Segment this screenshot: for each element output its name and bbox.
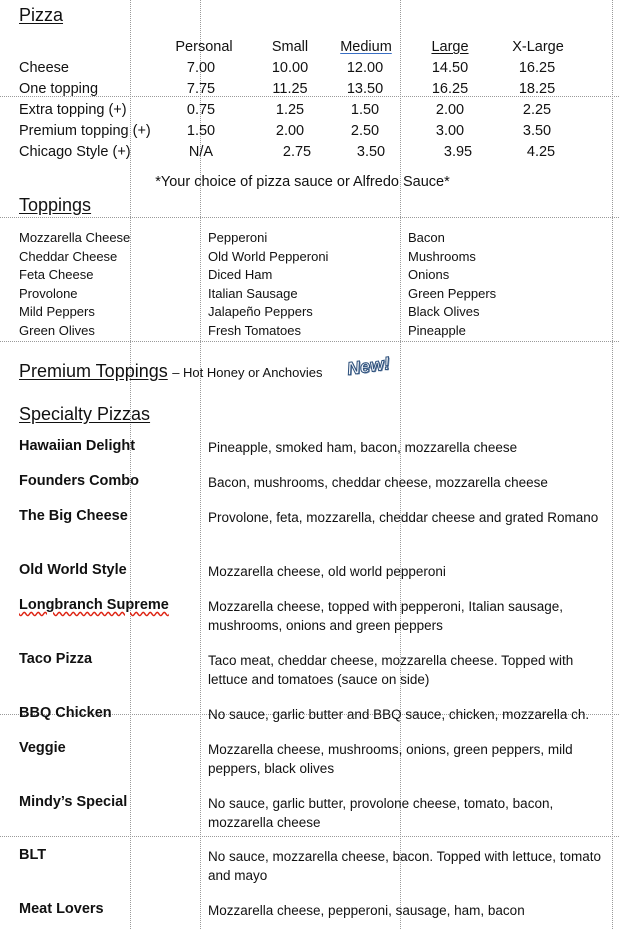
price-cell: 2.50 (350, 123, 380, 139)
topping-item: Cheddar Cheese (19, 248, 118, 264)
size-header-small: Small (271, 39, 309, 55)
size-header-large: Large (431, 39, 469, 55)
specialty-desc: Mozzarella cheese, old world pepperoni (208, 564, 446, 579)
specialty-name: Taco Pizza (19, 651, 93, 667)
topping-item: Italian Sausage (208, 285, 298, 301)
price-cell: 1.50 (350, 102, 380, 118)
price-cell: 0.75 (186, 102, 216, 118)
price-cell: 3.50 (356, 144, 386, 160)
price-cell: 18.25 (518, 81, 556, 97)
new-badge: New! (345, 353, 392, 379)
gridline (200, 0, 201, 929)
topping-item: Jalapeño Peppers (208, 304, 313, 320)
specialty-desc: Mozzarella cheese, topped with pepperoni, Italian sausage, mushrooms, onions and green peppers (208, 599, 563, 633)
premium-toppings-detail: – Hot Honey or Anchovies (172, 365, 323, 380)
price-cell: 12.00 (346, 60, 384, 76)
price-cell: 1.25 (275, 102, 305, 118)
topping-item: Black Olives (408, 304, 480, 320)
topping-item: Feta Cheese (19, 267, 94, 283)
price-cell: 3.00 (435, 123, 465, 139)
price-cell: 14.50 (431, 60, 469, 76)
toppings-column-3 (408, 229, 496, 341)
gridline (130, 0, 131, 929)
specialty-desc: Mozzarella cheese, pepperoni, sausage, ham, bacon (208, 903, 525, 918)
size-header-medium: Medium (340, 39, 392, 55)
specialty-desc: Provolone, feta, mozzarella, cheddar cheese and grated Romano (208, 510, 599, 525)
size-header-personal: Personal (175, 39, 233, 55)
row-label: Premium topping (+) (19, 123, 151, 139)
specialty-desc: Mozzarella cheese, mushrooms, onions, green peppers, mild peppers, black olives (208, 742, 573, 776)
specialty-name: Longbranch Supreme (19, 597, 169, 613)
specialty-name: The Big Cheese (19, 508, 128, 524)
row-label: Cheese (19, 60, 69, 76)
price-cell: 16.25 (518, 60, 556, 76)
topping-item: Onions (408, 267, 450, 283)
specialty-name: BLT (19, 847, 47, 863)
gridline (0, 217, 619, 218)
price-cell: 1.50 (186, 123, 216, 139)
price-cell: 2.25 (522, 102, 552, 118)
price-cell: 10.00 (271, 60, 309, 76)
specialty-name: Meat Lovers (19, 901, 104, 917)
toppings-column-1 (19, 229, 130, 341)
topping-item: Mild Peppers (19, 304, 95, 320)
price-cell: 7.00 (186, 60, 216, 76)
premium-toppings-line (19, 361, 323, 382)
topping-item: Mozzarella Cheese (19, 230, 131, 245)
row-label: Extra topping (+) (19, 102, 127, 118)
premium-toppings-title: Premium Toppings (19, 361, 168, 381)
price-cell: 3.50 (522, 123, 552, 139)
specialty-desc: Bacon, mushrooms, cheddar cheese, mozzarella cheese (208, 475, 548, 490)
specialty-name: BBQ Chicken (19, 705, 112, 721)
price-cell: 16.25 (431, 81, 469, 97)
price-cell: 7.75 (186, 81, 216, 97)
gridline (400, 0, 401, 929)
sauce-note: *Your choice of pizza sauce or Alfredo Sauce* (155, 174, 450, 190)
specialty-desc: Taco meat, cheddar cheese, mozzarella cheese. Topped with lettuce and tomatoes (sauce on side) (208, 653, 574, 687)
toppings-title: Toppings (19, 195, 92, 215)
topping-item: Diced Ham (208, 267, 273, 283)
specialty-title: Specialty Pizzas (19, 404, 151, 424)
topping-item: Old World Pepperoni (208, 248, 329, 264)
row-label: One topping (19, 81, 99, 97)
price-cell: 2.75 (282, 144, 312, 160)
price-cell: 2.00 (435, 102, 465, 118)
topping-item: Pineapple (408, 322, 466, 338)
topping-item: Green Olives (19, 322, 95, 338)
specialty-desc: Pineapple, smoked ham, bacon, mozzarella cheese (208, 440, 518, 455)
topping-item: Mushrooms (408, 248, 476, 264)
specialty-name: Hawaiian Delight (19, 438, 136, 454)
gridline (612, 0, 613, 929)
gridline (0, 341, 619, 342)
price-cell: 13.50 (346, 81, 384, 97)
topping-item: Fresh Tomatoes (208, 322, 301, 338)
row-label: Chicago Style (+) (19, 144, 131, 160)
specialty-name: Mindy’s Special (19, 794, 128, 810)
specialty-desc: No sauce, mozzarella cheese, bacon. Topped with lettuce, tomato and mayo (208, 849, 601, 883)
specialty-name: Founders Combo (19, 473, 140, 489)
toppings-column-2 (208, 229, 328, 341)
gridline (0, 836, 619, 837)
size-header-xlarge: X-Large (512, 39, 564, 55)
specialty-desc: No sauce, garlic butter and BBQ sauce, chicken, mozzarella ch. (208, 707, 590, 722)
price-cell: 11.25 (272, 81, 308, 97)
specialty-name: Veggie (19, 740, 66, 756)
price-cell: N/A (188, 144, 214, 160)
price-cell: 4.25 (526, 144, 556, 160)
topping-item: Green Peppers (408, 285, 497, 301)
specialty-desc: No sauce, garlic butter, provolone cheese, tomato, bacon, mozzarella cheese (208, 796, 554, 830)
topping-item: Pepperoni (208, 230, 268, 245)
topping-item: Bacon (408, 230, 445, 245)
price-cell: 3.95 (443, 144, 473, 160)
pizza-title: Pizza (19, 5, 64, 25)
specialty-name: Old World Style (19, 562, 127, 578)
price-cell: 2.00 (275, 123, 305, 139)
topping-item: Provolone (19, 285, 78, 301)
